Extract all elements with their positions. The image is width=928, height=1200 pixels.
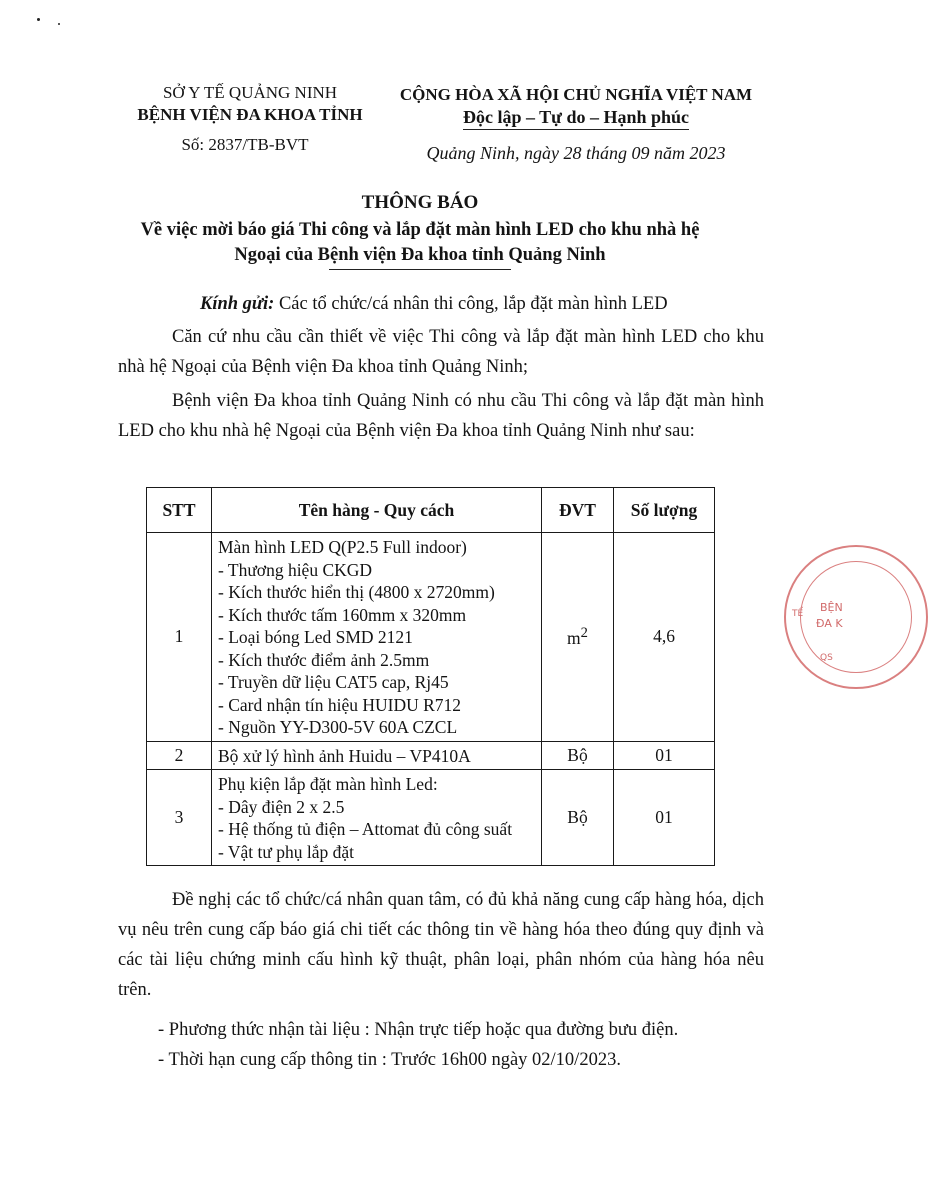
recipient-label: Kính gửi: bbox=[200, 294, 275, 314]
item-line: - Nguồn YY-D300-5V 60A CZCL bbox=[218, 717, 458, 737]
document-subject bbox=[90, 218, 750, 268]
recipient-line bbox=[118, 289, 764, 319]
row-items bbox=[212, 533, 542, 742]
header-stt: STT bbox=[147, 488, 212, 533]
paragraph-need: Bệnh viện Đa khoa tỉnh Quảng Ninh có nhu cầu Thi công và lắp đặt màn hình LED cho khu nhà hệ Ngoại của Bệnh viện Đa khoa tỉnh Quảng Ninh như sau: bbox=[118, 391, 764, 441]
item-line: Bộ xử lý hình ảnh Huidu – VP410A bbox=[218, 745, 471, 766]
row-items bbox=[212, 770, 542, 866]
subject-underline bbox=[329, 269, 510, 270]
table-row bbox=[147, 741, 715, 770]
bullet-receive-method: - Phương thức nhận tài liệu : Nhận trực tiếp hoặc qua đường bưu điện. bbox=[158, 1020, 679, 1040]
row-stt: 2 bbox=[147, 741, 212, 770]
items-table bbox=[146, 487, 715, 866]
item-line: - Hệ thống tủ điện – Attomat đủ công suất bbox=[218, 819, 513, 839]
row-unit: Bộ bbox=[542, 770, 614, 866]
item-line: - Vật tư phụ lắp đặt bbox=[218, 841, 355, 862]
document-number: Số: 2837/TB-BVT bbox=[181, 135, 309, 154]
table-row bbox=[147, 770, 715, 866]
document-title: THÔNG BÁO bbox=[361, 192, 479, 213]
subject-line-1: Về việc mời báo giá Thi công và lắp đặt màn hình LED cho khu nhà hệ bbox=[140, 220, 700, 240]
stamp-text: ĐA K bbox=[816, 617, 843, 630]
row-qty: 4,6 bbox=[614, 533, 715, 742]
row-qty: 01 bbox=[614, 770, 715, 866]
row-unit bbox=[542, 533, 614, 742]
table-header-row bbox=[147, 488, 715, 533]
recipient-text: Các tổ chức/cá nhân thi công, lắp đặt màn hình LED bbox=[274, 294, 668, 314]
item-line: Màn hình LED Q(P2.5 Full indoor) bbox=[218, 537, 467, 557]
unit-superscript: 2 bbox=[580, 624, 588, 641]
item-line: - Loại bóng Led SMD 2121 bbox=[218, 627, 413, 647]
row-stt: 1 bbox=[147, 533, 212, 742]
official-stamp bbox=[784, 545, 928, 689]
item-line: - Kích thước điểm ảnh 2.5mm bbox=[218, 649, 430, 670]
scan-speck bbox=[37, 18, 40, 21]
stamp-text: BỆN bbox=[820, 601, 843, 614]
department-name: SỞ Y TẾ QUẢNG NINH bbox=[162, 83, 338, 102]
header-qty: Số lượng bbox=[614, 488, 715, 533]
scan-speck bbox=[58, 23, 60, 25]
item-line: - Kích thước tấm 160mm x 320mm bbox=[218, 604, 467, 625]
item-line: - Thương hiệu CKGD bbox=[218, 559, 373, 580]
national-block bbox=[376, 84, 776, 130]
row-stt: 3 bbox=[147, 770, 212, 866]
issuer-block bbox=[100, 82, 400, 126]
item-line: - Truyền dữ liệu CAT5 cap, Rj45 bbox=[218, 672, 449, 692]
unit-text: m bbox=[567, 627, 581, 648]
item-line: - Dây điện 2 x 2.5 bbox=[218, 796, 345, 817]
item-line: - Kích thước hiển thị (4800 x 2720mm) bbox=[218, 582, 495, 602]
stamp-text: QS bbox=[820, 653, 833, 663]
row-items bbox=[212, 741, 542, 770]
hospital-name: BỆNH VIỆN ĐA KHOA TỈNH bbox=[137, 105, 363, 124]
subject-line-2: Ngoại của Bệnh viện Đa khoa tỉnh Quảng Ninh bbox=[234, 245, 606, 265]
paragraph-basis: Căn cứ nhu cầu cần thiết về việc Thi công và lắp đặt màn hình LED cho khu nhà hệ Ngoại của Bệnh viện Đa khoa tỉnh Quảng Ninh; bbox=[118, 327, 764, 377]
bullet-deadline: - Thời hạn cung cấp thông tin : Trước 16h00 ngày 02/10/2023. bbox=[158, 1050, 621, 1070]
row-qty: 01 bbox=[614, 741, 715, 770]
item-line: Phụ kiện lắp đặt màn hình Led: bbox=[218, 774, 438, 794]
header-unit: ĐVT bbox=[542, 488, 614, 533]
stamp-text: TẾ bbox=[792, 609, 804, 619]
row-unit: Bộ bbox=[542, 741, 614, 770]
place-date: Quảng Ninh, ngày 28 tháng 09 năm 2023 bbox=[426, 143, 726, 163]
header-name: Tên hàng - Quy cách bbox=[212, 488, 542, 533]
table-row bbox=[147, 533, 715, 742]
paragraph-request: Đề nghị các tổ chức/cá nhân quan tâm, có đủ khả năng cung cấp hàng hóa, dịch vụ nêu trên cung cấp báo giá chi tiết các thông tin về hàng hóa theo đúng quy định và các tài liệu chứng minh cấu hình kỹ thuật, phân loại, phân nhóm của hàng hóa nêu trên. bbox=[118, 890, 764, 1000]
national-title: CỘNG HÒA XÃ HỘI CHỦ NGHĨA VIỆT NAM bbox=[399, 85, 753, 104]
national-motto: Độc lập – Tự do – Hạnh phúc bbox=[463, 106, 689, 130]
item-line: - Card nhận tín hiệu HUIDU R712 bbox=[218, 694, 462, 715]
